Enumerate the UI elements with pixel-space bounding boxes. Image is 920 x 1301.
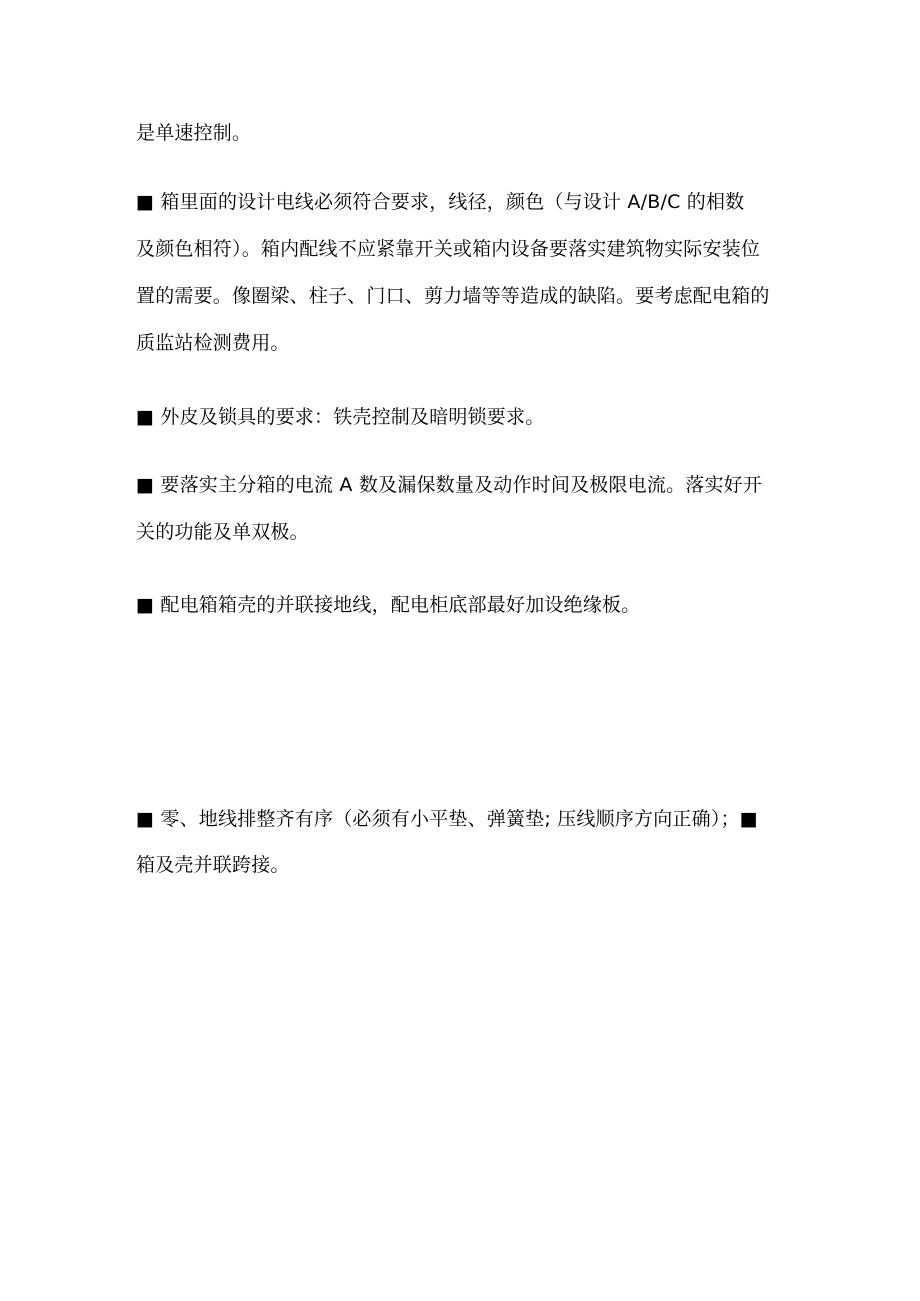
paragraph-wiring-requirements-line-2: 及颜色相符）。箱内配线不应紧靠开关或箱内设备要落实建筑物实际安装位 xyxy=(136,238,761,260)
paragraph-wiring-requirements-line-3: 置的需要。像圈梁、柱子、门口、剪力墙等等造成的缺陷。要考虑配电箱的 xyxy=(136,285,770,307)
paragraph-neutral-ground-bar-line-1: ■ 零、地线排整齐有序（必须有小平垫、弹簧垫; 压线顺序方向正确）；■ xyxy=(136,808,758,830)
paragraph-current-protection-line-1: ■ 要落实主分箱的电流 A 数及漏保数量及动作时间及极限电流。落实好开 xyxy=(136,474,763,496)
paragraph-grounding-insulation: ■ 配电箱箱壳的并联接地线，配电柜底部最好加设绝缘板。 xyxy=(136,594,641,616)
paragraph-current-protection-line-2: 关的功能及单双极。 xyxy=(136,521,309,543)
paragraph-casing-lock-requirements: ■ 外皮及锁具的要求：铁壳控制及暗明锁要求。 xyxy=(136,406,545,428)
paragraph-wiring-requirements-line-1: ■ 箱里面的设计电线必须符合要求，线径，颜色（与设计 A/B/C 的相数 xyxy=(136,191,745,213)
paragraph-wiring-requirements-line-4: 质监站检测费用。 xyxy=(136,332,290,354)
text-line-intro-tail: 是单速控制。 xyxy=(136,122,252,144)
paragraph-neutral-ground-bar-line-2: 箱及壳并联跨接。 xyxy=(136,854,290,876)
